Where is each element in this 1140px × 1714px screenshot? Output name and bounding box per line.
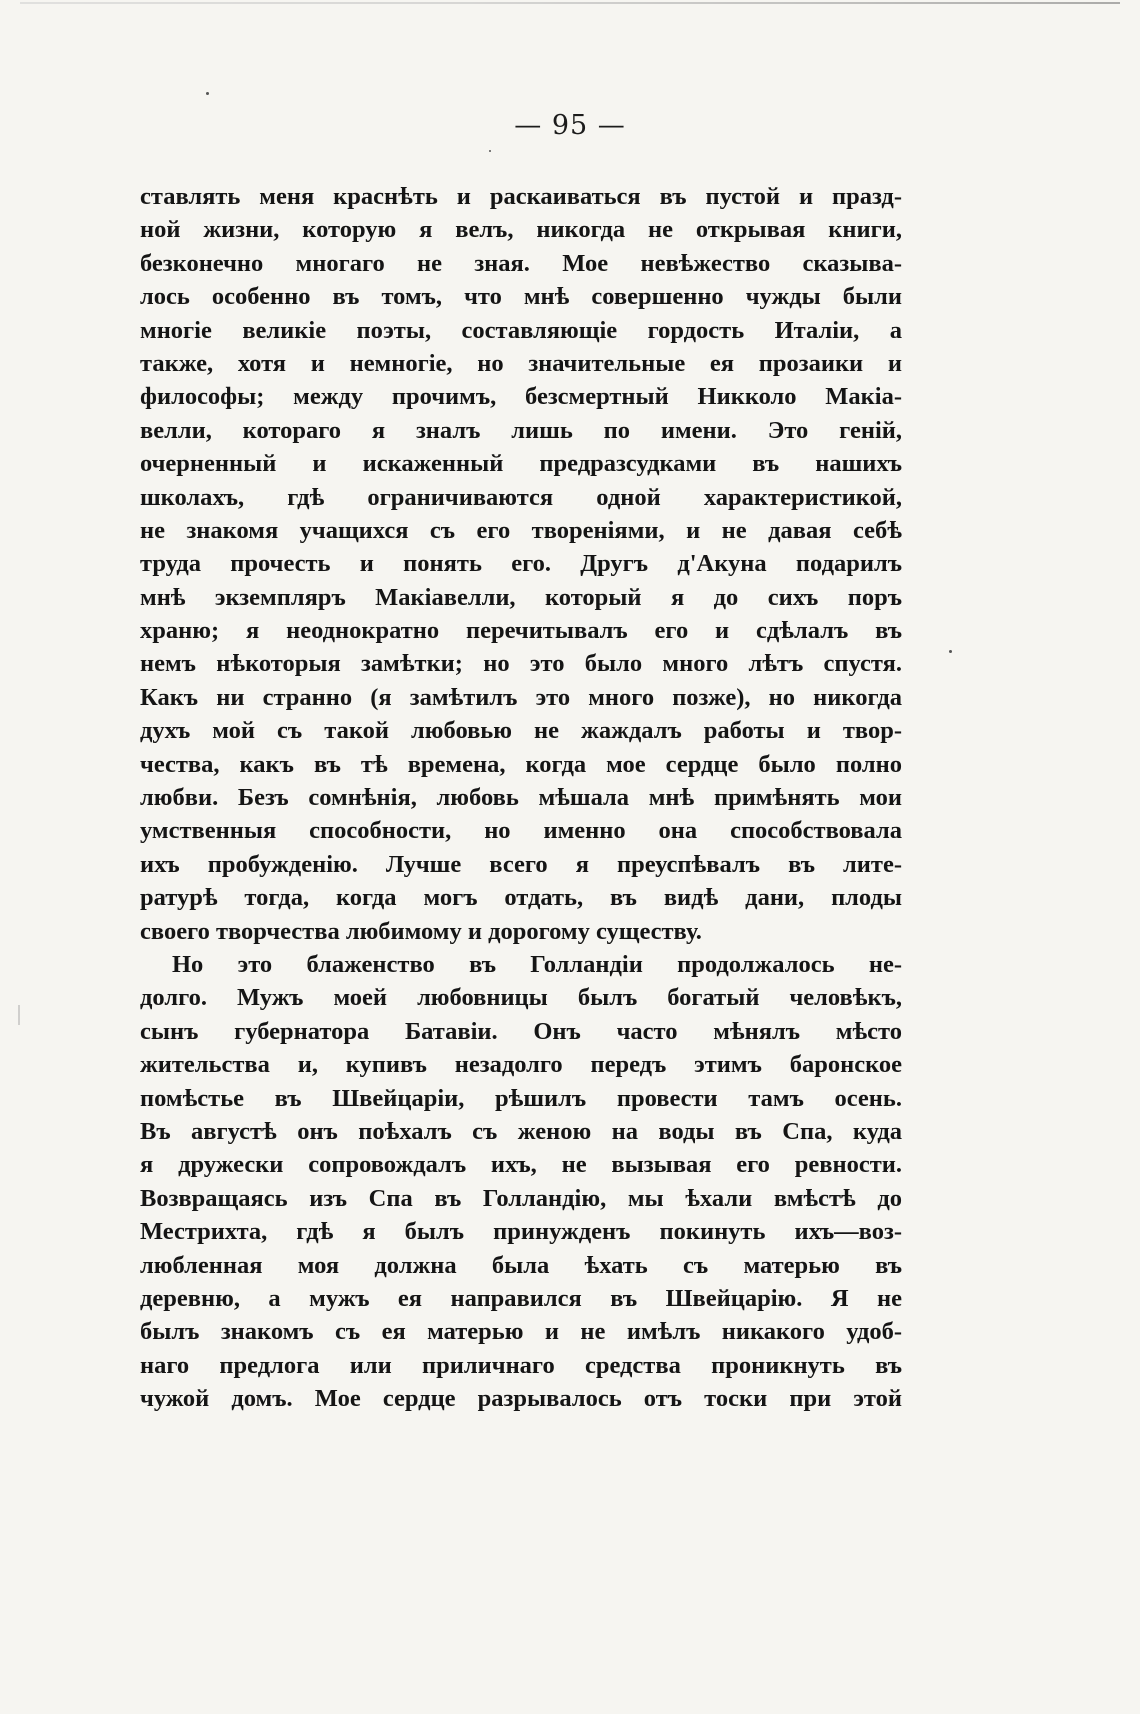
text-line: любленная моя должна была ѣхать съ матерью въ <box>140 1251 902 1279</box>
text-line: долго. Мужъ моей любовницы былъ богатый человѣкъ, <box>140 984 902 1012</box>
text-line: философы; между прочимъ, безсмертный Никколо Макiа- <box>140 383 902 411</box>
ink-speck <box>949 650 952 653</box>
text-line: ставлять меня краснѣть и раскаиваться въ пустой и празд- <box>140 183 902 210</box>
text-line: многiе великiе поэты, составляющiе гордость Италiи, а <box>140 316 902 344</box>
text-line: былъ знакомъ съ ея матерью и не имѣлъ никакого удоб- <box>140 1318 902 1346</box>
text-line: также, хотя и немногiе, но значительные ея прозаики и <box>140 349 902 377</box>
text-line: жительства и, купивъ незадолго передъ этимъ баронское <box>140 1051 902 1079</box>
text-line: велли, котораго я зналъ лишь по имени. Это генiй, <box>140 416 902 444</box>
text-line: чужой домъ. Мое сердце разрывалось отъ тоски при этой <box>140 1385 902 1413</box>
text-line: любви. Безъ сомнѣнiя, любовь мѣшала мнѣ примѣнять мои <box>140 784 902 812</box>
text-line: умственныя способности, но именно она способствовала <box>140 817 902 845</box>
text-line: не знакомя учащихся съ его творенiями, и не давая себѣ <box>140 516 902 544</box>
text-line: лось особенно въ томъ, что мнѣ совершенно чужды были <box>140 283 902 311</box>
ink-speck <box>489 150 491 152</box>
text-line: сынъ губернатора Батавiи. Онъ часто мѣнялъ мѣсто <box>140 1017 902 1045</box>
paragraph-end-line: своего творчества любимому и дорогому существу. <box>140 917 702 945</box>
text-line: помѣстье въ Швейцарiи, рѣшилъ провести тамъ осень. <box>140 1084 902 1112</box>
body-text <box>140 180 902 1415</box>
text-line: Местрихта, гдѣ я былъ принужденъ покинуть ихъ—воз- <box>140 1218 902 1246</box>
text-line: ратурѣ тогда, когда могъ отдать, въ видѣ дани, плоды <box>140 884 902 912</box>
ink-speck <box>206 92 209 95</box>
text-line: мнѣ экземпляръ Макiавелли, который я до сихъ поръ <box>140 583 902 611</box>
text-line: деревню, а мужъ ея направился въ Швейцарiю. Я не <box>140 1284 902 1312</box>
text-line: очерненный и искаженный предразсудками въ нашихъ <box>140 450 902 478</box>
text-line: храню; я неоднократно перечитывалъ его и сдѣлалъ въ <box>140 617 902 645</box>
text-line: Въ августѣ онъ поѣхалъ съ женою на воды въ Спа, куда <box>140 1117 902 1145</box>
margin-mark <box>18 1005 20 1025</box>
text-line: Возвращаясь изъ Спа въ Голландiю, мы ѣхали вмѣстѣ до <box>140 1184 902 1212</box>
text-line: ной жизни, которую я велъ, никогда не открывая книги, <box>140 216 902 244</box>
top-edge-rule <box>20 2 1120 4</box>
text-line: труда прочесть и понять его. Другъ д'Акуна подарилъ <box>140 550 902 578</box>
text-line: немъ нѣкоторыя замѣтки; но это было много лѣтъ спустя. <box>140 650 902 678</box>
text-line: чества, какъ въ тѣ времена, когда мое сердце было полно <box>140 750 902 778</box>
paragraph-start-line: Но это блаженство въ Голландiи продолжалось не- <box>172 950 902 978</box>
text-line: наго предлога или приличнаго средства проникнуть въ <box>140 1351 902 1379</box>
text-line: школахъ, гдѣ ограничиваются одной характеристикой, <box>140 483 902 511</box>
text-line: Какъ ни странно (я замѣтилъ это много позже), но никогда <box>140 683 902 711</box>
text-line: безконечно многаго не зная. Мое невѣжество сказыва- <box>140 249 902 277</box>
page-number: — 95 — <box>514 110 626 141</box>
text-line: я дружески сопровождалъ ихъ, не вызывая его ревности. <box>140 1151 902 1179</box>
text-line: духъ мой съ такой любовью не жаждалъ работы и твор- <box>140 717 902 745</box>
text-line: ихъ пробужденiю. Лучше всего я преуспѣвалъ въ лите- <box>140 850 902 878</box>
